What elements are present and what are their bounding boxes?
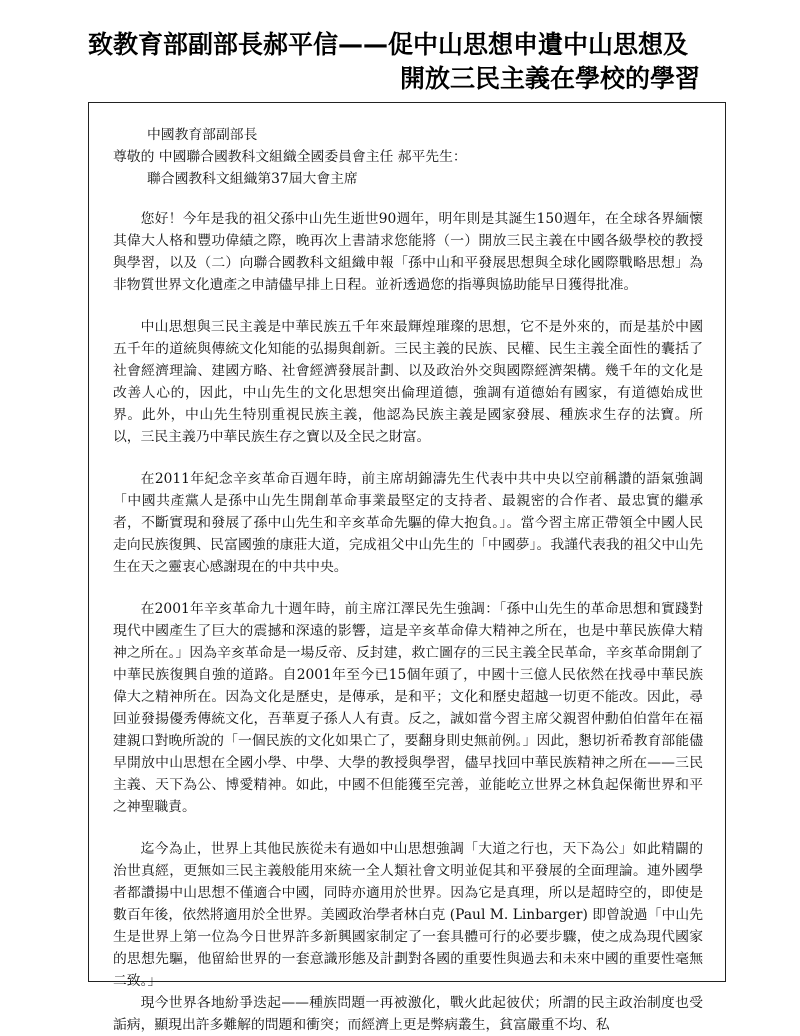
address-line: 聯合國教科文組織第37屆大會主席 (147, 171, 358, 187)
paragraph: 在2001年辛亥革命九十週年時，前主席江澤民先生強調：「孫中山先生的革命思想和實踐對現代中國產生了巨大的震撼和深遠的影響，這是辛亥革命偉大精神之所在，也是中華民族偉大精神之所在。」因為辛亥革命是一場反帝、反封建，救亡圖存的三民主義全民革命，辛亥革命開創了中華民族復興自強的道路。自2001年至今已15個年頭了，中國十三億人民依然在找尋中華民族偉大之精神所在。因為文化是歷史，是傳承，是和平；文化和歷史超越一切更不能改。因此，尋回並發揚優秀傳統文化，吾華夏子孫人人有責。反之，誠如當今習主席父親習仲勳伯伯當年在福建親口對晚所說的「一個民族的文化如果亡了，要翻身則史無前例。」因此，懇切祈希教育部能儘早開放中山思想在全國小學、中學、大學的教授與學習，儘早找回中華民族精神之所在——三民主義、天下為公、博愛精神。如此，中國不但能獲至完善，並能屹立世界之林負起保衛世界和平之神聖職責。 (113, 601, 703, 815)
paragraph: 中山思想與三民主義是中華民族五千年來最輝煌璀璨的思想，它不是外來的，而是基於中國五千年的道統與傳統文化知能的弘揚與創新。三民主義的民族、民權、民生主義全面性的囊括了社會經濟理論、建國方略、社會經濟發展計劃、以及政治外交與國際經濟架構。幾千年的文化是改善人心的，因此，中山先生的文化思想突出倫理道德，強調有道德始有國家，有道德始成世界。此外，中山先生特別重視民族主義，他認為民族主義是國家發展、種族求生存的法寶。所以，三民主義乃中華民族生存之寶以及全民之財富。 (113, 319, 703, 445)
letter-body (113, 124, 703, 1033)
paragraph: 迄今為止，世界上其他民族從未有過如中山思想強調「大道之行也，天下為公」如此精闢的治世真經，更無如三民主義般能用來統一全人類社會文明並促其和平發展的全面理論。連外國學者都讚揚中山思想不僅適合中國，同時亦適用於世界。因為它是真理，所以是超時空的，即使是數百年後，依然將適用於全世界。美國政治學者林白克 (Paul M. Linbarger) 即曾說過「中山先生是世界上第一位為今日世界許多新興國家制定了一套具體可行的必要步驟，使之成為現代國家的思想先驅，他留給世界的一套意識形態及計劃對各國的重要性與過去和未來中國的重要性毫無二致。」 (113, 841, 703, 989)
title-line-2: 開放三民主義在學校的學習 (400, 64, 701, 93)
address-line: 中國教育部副部長 (147, 127, 258, 143)
paragraph: 現今世界各地紛爭迭起——種族問題一再被激化，戰火此起彼伏；所謂的民主政治制度也受詬病，顯現出許多難解的問題和衝突；而經濟上更是弊病叢生，貧富嚴重不均、私 (113, 995, 703, 1033)
address-line: 尊敬的 中國聯合國教科文組織全國委員會主任 郝平先生： (113, 149, 467, 165)
title-line-1: 致教育部副部長郝平信——促中山思想申遺中山思想及 (88, 30, 689, 59)
page-title (88, 28, 728, 96)
letter-address (113, 124, 703, 190)
paragraph: 在2011年紀念辛亥革命百週年時，前主席胡錦濤先生代表中共中央以空前稱讚的語氣強調「中國共產黨人是孫中山先生開創革命事業最堅定的支持者、最親密的合作者、最忠實的繼承者，不斷實現和發展了孫中山先生和辛亥革命先驅的偉大抱負。」。當今習主席正帶領全中國人民走向民族復興、民富國強的康莊大道，完成祖父中山先生的「中國夢」。我謹代表我的祖父中山先生在天之靈衷心感謝現在的中共中央。 (113, 471, 703, 575)
paragraph: 您好！今年是我的祖父孫中山先生逝世90週年，明年則是其誕生150週年，在全球各界緬懷其偉大人格和豐功偉績之際，晚再次上書請求您能將（一）開放三民主義在中國各級學校的教授與學習，以及（二）向聯合國教科文組織申報「孫中山和平發展思想與全球化國際戰略思想」為非物質世界文化遺產之申請儘早排上日程。並祈透過您的指導與協助能早日獲得批准。 (113, 211, 703, 293)
